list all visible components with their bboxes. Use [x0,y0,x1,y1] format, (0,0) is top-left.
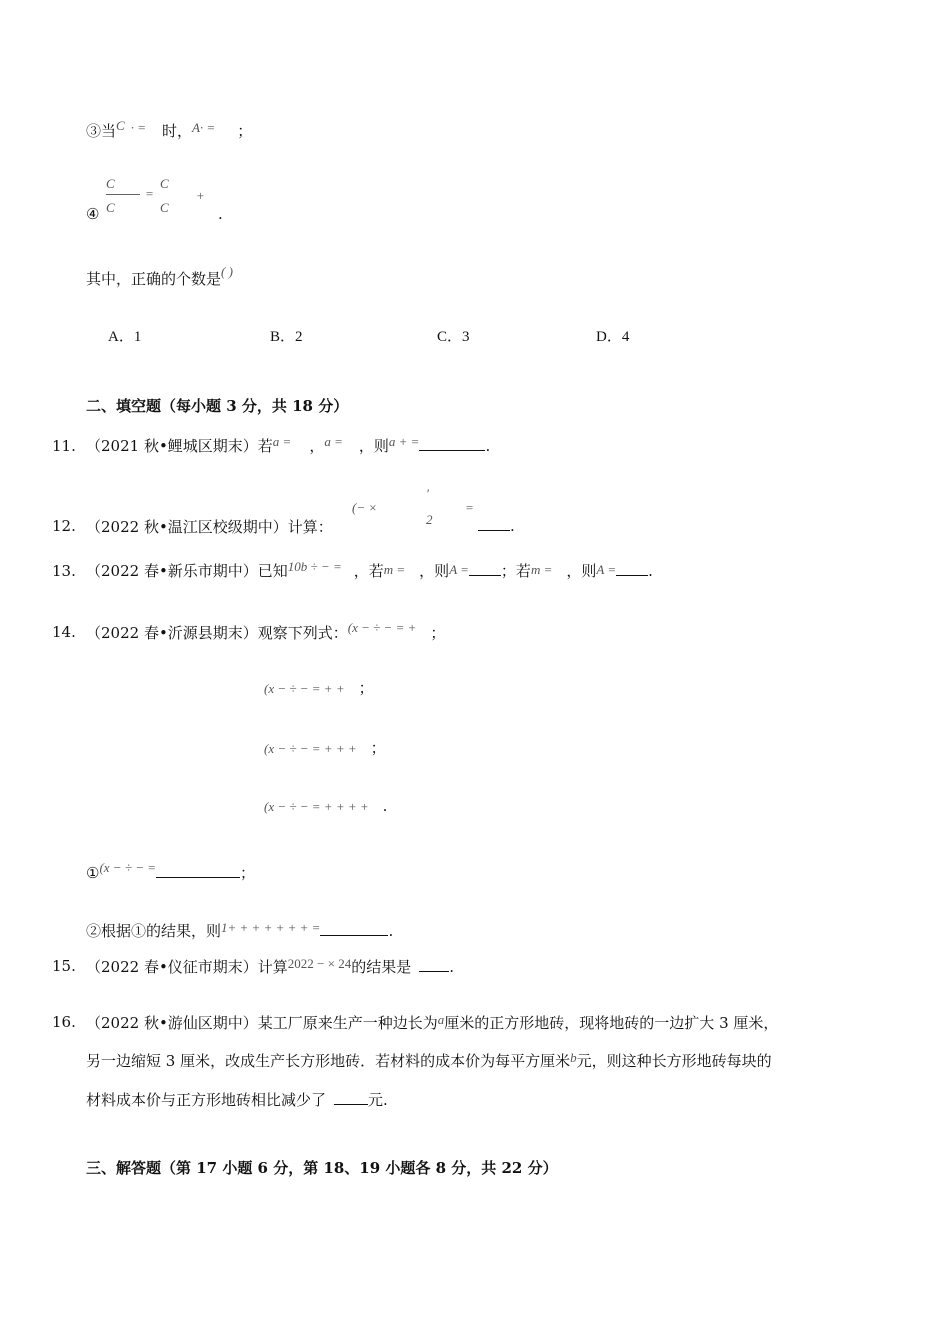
q13-math-3: A = [449,562,469,577]
q11-text: （2021 秋•鲤城区期末）若 [86,437,273,455]
q11-sep1: ， [309,437,325,455]
q12-math-1: (− × [352,500,378,515]
q14-sub-1 [86,862,255,883]
item4-end: . [218,205,223,223]
q12-blank[interactable] [478,516,510,531]
q15-text: （2022 春•仪征市期末）计算 [86,958,288,976]
option-a[interactable]: A．1 [108,329,142,345]
q16-line1b-text: 厘米的正方形地砖，现将地砖的一边扩大 3 厘米， [444,1014,779,1032]
q16-line3b-text: 元. [368,1091,388,1109]
q14-sub1-end: ； [240,864,256,882]
q13-body [86,560,653,581]
q14-sub1-blank[interactable] [156,863,240,878]
item4-fraction-bar [106,194,140,195]
q10-item-4-prefix: ④ [86,205,100,223]
q14-line-2-end: ； [370,739,386,757]
item3-math-c: A· = [191,120,216,135]
q15-body [86,956,454,977]
q13-t3: ，则 [419,562,450,580]
q11-sep2: ，则 [358,437,389,455]
q13-math-2: m = [383,562,406,577]
q16-number: 16. [52,1013,76,1031]
q14-line-1-end: ； [358,679,374,697]
q12-number: 12. [52,517,76,535]
item4-plus: + [196,188,205,203]
item4-num-bottom: C [106,200,115,215]
q14-sub2-math: 1+ + + + + + + = [221,920,321,935]
option-b[interactable]: B．2 [270,329,303,345]
item4-num-top: C [106,176,115,191]
q16-line-2 [86,1050,772,1071]
q13-t2: ，若 [353,562,384,580]
q15-t2: 的结果是 [351,958,412,976]
q14-line-3-math: (x − ÷ − = + + + + [264,799,369,814]
q15-number: 15. [52,957,76,975]
item3-math-b: · = [130,120,146,135]
q14-sub2-end: . [388,922,394,940]
q14-line-3 [264,797,387,815]
q16-line2-text: 另一边缩短 3 厘米，改成生产长方形地砖．若材料的成本价为每平方厘米 [86,1052,571,1070]
item3-math-a: C [116,118,125,133]
q14-line-3-end: . [382,797,388,815]
q11-math-3: a + = [388,434,420,449]
q14-line-2-math: (x − ÷ − = + + + [264,741,357,756]
q11-end: . [485,437,491,455]
q14-sub-2 [86,920,393,941]
q11-blank[interactable] [419,436,485,451]
q13-math-5: A = [596,562,617,577]
q14-sub2-blank[interactable] [320,921,388,936]
q14-sub2-prefix: ②根据①的结果，则 [86,922,222,940]
item4-eq: = [145,186,154,201]
q14-line-2 [264,737,386,758]
q12-text: （2022 秋•温江区校级期中）计算： [86,518,333,536]
q12-end: . [510,517,515,535]
q16-line-1 [86,1012,778,1033]
q16-math-a: a [437,1012,445,1027]
q10-stem-text: 其中，正确的个数是 [86,270,222,288]
q14-sub1-prefix: ① [86,864,100,882]
q14-sub1-math: (x − ÷ − = [99,860,157,875]
q13-number: 13. [52,562,76,580]
q14-text: （2022 春•沂源县期末）观察下列式： [86,624,348,642]
q15-blank[interactable] [419,957,449,972]
q13-math-4: m = [530,562,553,577]
q13-end: . [648,562,653,580]
item3-mid: 时， [161,122,192,140]
q13-blank-1[interactable] [469,561,501,576]
q14-body [86,622,445,643]
q14-line-1 [264,677,374,698]
q14-math-1: (x − ÷ − = + [347,620,417,635]
section-2-title: 二、填空题（每小题 3 分，共 18 分） [86,397,349,415]
q12-math-bottom: 2 [426,512,433,527]
section-3-title: 三、解答题（第 17 小题 6 分，第 18、19 小题各 8 分，共 22 分） [86,1159,558,1177]
q10-stem [86,264,233,289]
q14-number: 14. [52,623,76,641]
q12-math-top: ' [426,486,429,501]
item3-prefix: ③当 [86,122,117,140]
option-c[interactable]: C．3 [437,329,470,345]
q16-line-3 [86,1089,388,1110]
q14-line-1-math: (x − ÷ − = + + [264,681,345,696]
q16-blank[interactable] [334,1090,368,1105]
q12-answer [478,516,515,535]
q15-math: 2022 − × 24 [287,956,352,971]
q13-blank-2[interactable] [616,561,648,576]
q11-body [86,435,490,456]
q10-item-3 [86,120,252,141]
item4-right-bottom: C [160,200,169,215]
q13-t5: ，则 [566,562,597,580]
q16-line3-text: 材料成本价与正方形地砖相比减少了 [86,1091,327,1109]
q14-end: ； [430,624,446,642]
q10-paren: ( ) [221,264,233,279]
item4-right-top: C [160,176,169,191]
q16-math-b: b [570,1050,577,1065]
q11-math-2: a = [324,434,343,449]
q12-math-2: = [465,500,474,515]
q16-line2b-text: 元，则这种长方形地砖每块的 [576,1052,772,1070]
q13-math-1: 10b ÷ − = [287,559,342,574]
q13-t4: ；若 [500,562,531,580]
item3-end: ； [237,122,253,140]
q15-end: . [449,958,455,976]
q11-math-1: a = [272,434,292,449]
q11-number: 11. [52,437,76,455]
q16-line1-text: （2022 秋•游仙区期中）某工厂原来生产一种边长为 [86,1014,438,1032]
option-d[interactable]: D．4 [596,329,630,345]
q13-text: （2022 春•新乐市期中）已知 [86,562,288,580]
